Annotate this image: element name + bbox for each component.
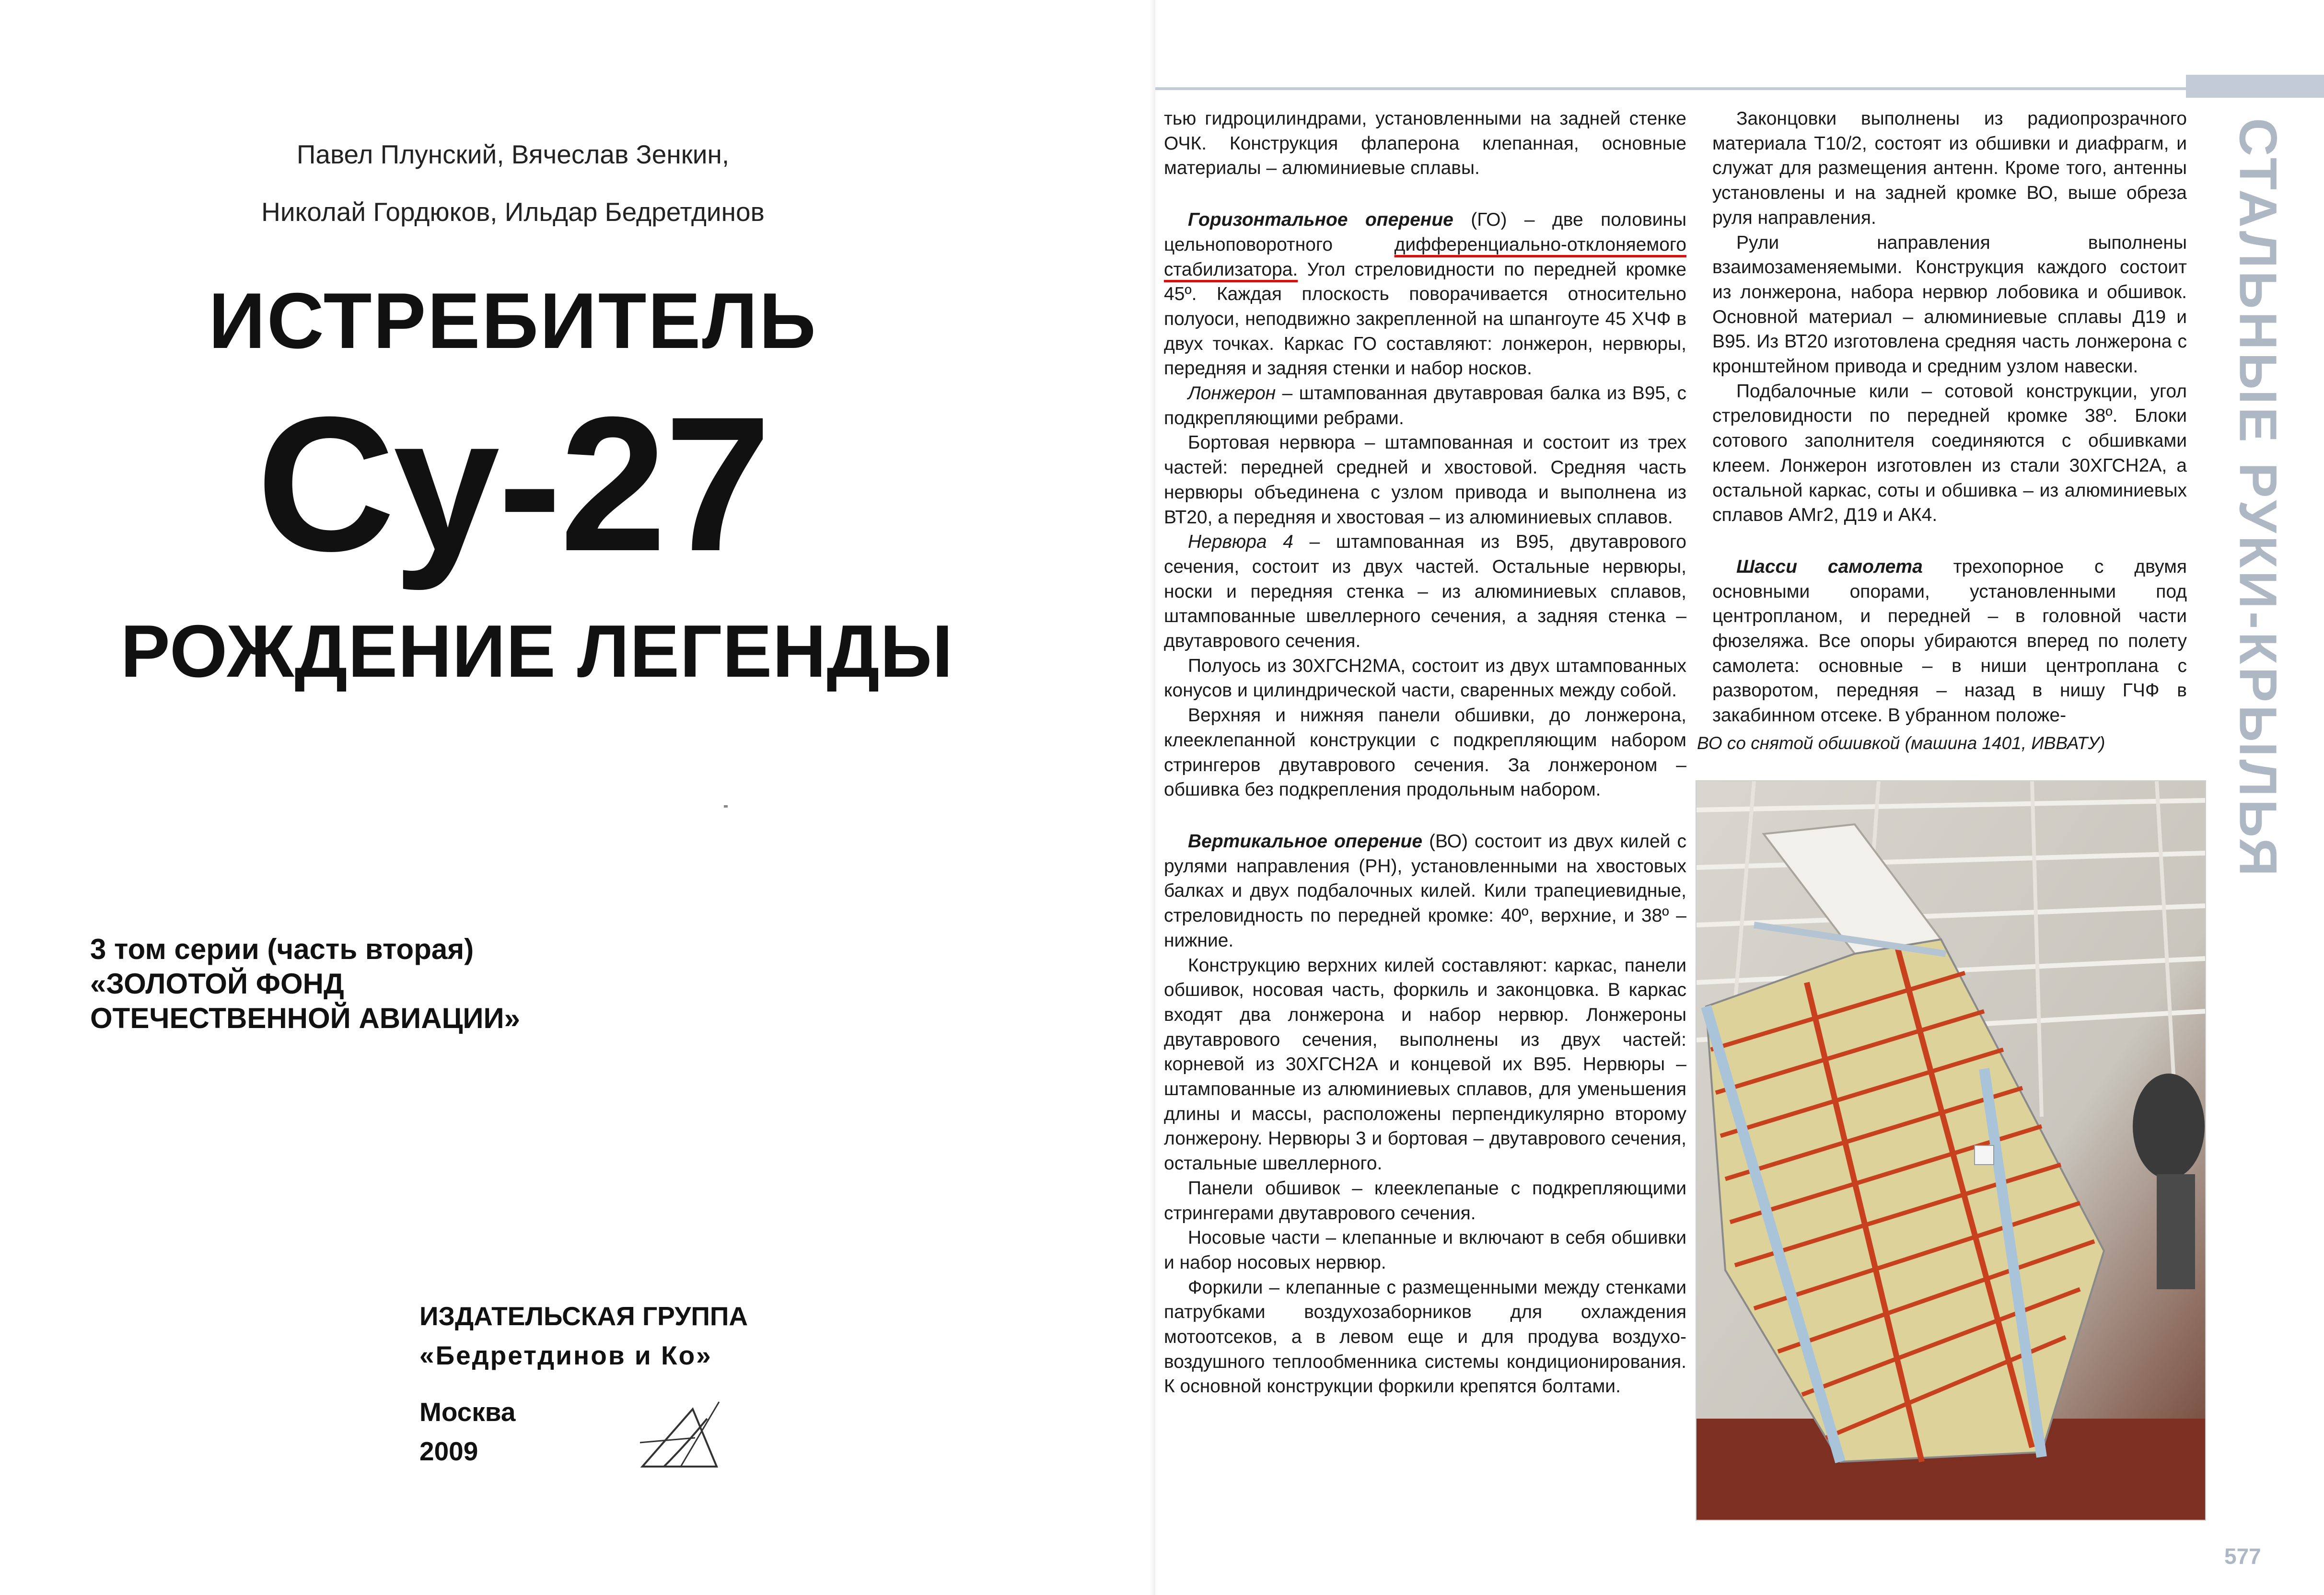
col1-paragraph-rib4 <box>1164 530 1686 654</box>
go-text-a: (ГО) – две половины цельноповоротного <box>1164 209 1687 255</box>
col1-paragraph-axle: Полуось из 30ХГСН2МА, состоит из двух штампованных конусов и цилиндрической части, сваренных между собой. <box>1164 655 1686 701</box>
section-title: СТАЛЬНЫЕ РУКИ-КРЫЛЬЯ <box>2228 118 2288 879</box>
col2-paragraph-rudders: Рули направления выполнены взаимозаменяемыми. Конструкция каждого состоит из лонжерона, набора нервюр лобовика и обшивок. Основной материал – алюминиевые сплавы Д19 и В95. Из ВТ20 изготовлена средняя часть лонжерона с кронштейном привода и средним узлом навески. <box>1712 232 2187 377</box>
gear-heading: Шасси самолета <box>1736 556 1923 577</box>
col2-paragraph-gear <box>1712 555 2187 728</box>
publisher <box>419 1296 748 1375</box>
fin-structure-photo <box>1696 780 2206 1521</box>
fin-structure-illustration <box>1697 781 2205 1520</box>
rib4-text: – штампованная из В95, двутаврового сечения, состоит из двух частей. Остальные нервюры, носки и передняя стенка – из алюминиевых сплавов, штампованные швеллерного сечения, а задняя стенка – двутаврового сечения. <box>1164 532 1687 652</box>
photo-caption: ВО со снятой обшивкой (машина 1401, ИВВАТУ) <box>1697 733 2105 753</box>
col1-paragraph-forkil: Форкили – клепанные с размещенными между стенками патрубками воздухозаборников для охлаждения мотоотсеков, а в левом еще и для продува воздухо-воздушного теплообменника системы кондиционирования. К основной конструкции форкили крепятся болтами. <box>1164 1277 1686 1397</box>
imprint-city: Москва <box>419 1397 516 1427</box>
col1-paragraph-rib: Бортовая нервюра – штампованная и состоит из трех частей: передней средней и хвостовой. Средняя часть нервюры объединена с узлом привода и выполнена из ВТ20, а передняя и хвостовая – из алюминиевых сплавов. <box>1164 432 1686 528</box>
series-line-1: 3 том серии (часть вторая) <box>90 933 474 965</box>
book-title-line-1: ИСТРЕБИТЕЛЬ <box>209 277 817 365</box>
series-info <box>90 932 520 1036</box>
series-line-3: ОТЕЧЕСТВЕННОЙ АВИАЦИИ» <box>90 1002 521 1034</box>
book-subtitle: РОЖДЕНИЕ ЛЕГЕНДЫ <box>120 610 953 693</box>
col1-paragraph-skins: Панели обшивок – клееклепаные с подкрепляющими стрингерами двутаврового сечения. <box>1164 1178 1686 1224</box>
authors-line-2: Николай Гордюков, Ильдар Бедретдинов <box>261 197 765 227</box>
authors-line-1: Павел Плунский, Вячеслав Зенкин, <box>296 139 730 169</box>
text-column-2 <box>1712 106 2187 728</box>
page-number: 577 <box>2224 1544 2261 1569</box>
rib4-heading: Нервюра 4 <box>1188 532 1293 553</box>
go-text-b: Угол стреловидности по передней кромке 45º. Каждая плоскость поворачивается относительно полуоси, неподвижно закрепленной на шпангоуте 45 ХЧФ в двух точках. Каркас ГО составляют: лонжерон, нервюры, передняя и задняя стенки и набор носков. <box>1164 259 1686 379</box>
publisher-line-2: «Бедретдинов и Ко» <box>419 1341 712 1370</box>
imprint-year: 2009 <box>419 1436 478 1466</box>
header-rule <box>1155 87 2324 90</box>
go-heading: Горизонтальное оперение <box>1188 209 1453 231</box>
vo-heading: Вертикальное оперение <box>1188 831 1423 852</box>
col1-paragraph-panels: Верхняя и нижняя панели обшивки, до лонжерона, клееклепанной конструкции с подкрепляющим набором стрингеров двутаврового сечения. За лонжероном – обшивка без подкрепления продольным набором. <box>1164 705 1686 800</box>
title-page <box>0 0 1155 1595</box>
col1-paragraph-fins: Конструкцию верхних килей составляют: каркас, панели обшивок, носовая часть, форкиль и законцовка. В каркас входят два лонжерона и набор нервюр. Лонжероны двутаврового сечения, выполнены из двух частей: корневой из 30ХГСН2А и концевой их В95. Нервюры – штампованные из алюминиевых сплавов, для уменьшения длины и массы, расположены перпендикулярно второму лонжерону. Нервюры 3 и бортовая – двутаврового сечения, остальные швеллерного. <box>1164 955 1686 1174</box>
book-title-main: Су-27 <box>256 377 769 591</box>
spar-text: – штампованная двутавровая балка из В95, с подкрепляющими ребрами. <box>1164 383 1686 428</box>
header-tab <box>2186 75 2324 98</box>
spar-heading: Лонжерон <box>1188 383 1276 404</box>
col1-paragraph-1: тью гидроцилиндрами, установленными на задней стенке ОЧК. Конструкция флаперона клепанная, основные материалы – алюминиевые сплавы. <box>1164 108 1686 179</box>
gear-text: трехопорное с двумя основными опорами, установленными под центропланом, и передней – в головной части фюзеляжа. Все опоры убираются вперед по полету самолета: основные – в ниши центроплана с разворотом, передняя – назад в нишу ГЧФ в закабинном отсеке. В убранном положе- <box>1712 556 2187 726</box>
print-speck <box>724 805 728 808</box>
series-line-2: «ЗОЛОТОЙ ФОНД <box>90 968 344 1000</box>
underlined-term: дифференциально-отклоняемого стабилизатора. <box>1164 234 1686 280</box>
imprint <box>419 1392 515 1471</box>
publisher-line-1: ИЗДАТЕЛЬСКАЯ ГРУППА <box>419 1301 748 1331</box>
vo-text: (ВО) состоит из двух килей с рулями направления (РН), установленными на хвостовых балках и двух подбалочных килей. Кили трапециевидные, стреловидность по передней кромке: 40º, верхние, и 38º – нижние. <box>1164 831 1687 951</box>
col1-paragraph-go <box>1164 208 1686 381</box>
col2-paragraph-tips: Законцовки выполнены из радиопрозрачного материала Т10/2, состоят из обшивки и диафрагм, и служат для размещения антенн. Кроме того, антенны установлены и на задней кромке ВО, выше обреза руля направления. <box>1712 108 2187 228</box>
col2-paragraph-ventral: Подбалочные кили – сотовой конструкции, угол стреловидности по передней кромке 38º. Блоки сотового заполнителя соединяются с обшивками клеем. Лонжерон изготовлен из стали 30ХГСН2А, а остальной каркас, соты и обшивка – из алюминиевых сплавов АМг2, Д19 и АК4. <box>1712 381 2187 526</box>
text-column-1 <box>1164 106 1686 1399</box>
publisher-logo-icon <box>635 1399 726 1471</box>
col1-paragraph-spar <box>1164 381 1686 430</box>
col1-paragraph-vo <box>1164 829 1686 953</box>
authors <box>201 126 825 241</box>
col1-paragraph-nose: Носовые части – клепанные и включают в себя обшивки и набор носовых нервюр. <box>1164 1227 1686 1273</box>
